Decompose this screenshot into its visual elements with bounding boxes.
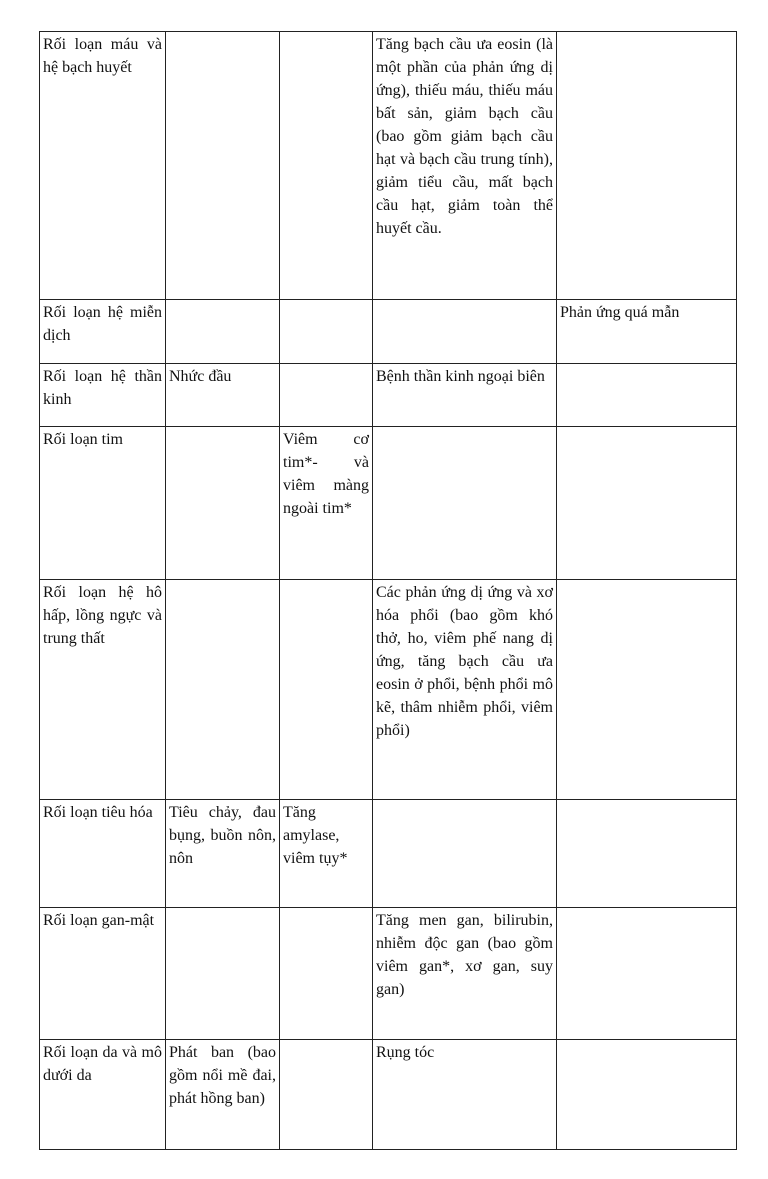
organ-class-cell: Rối loạn tim bbox=[40, 427, 166, 580]
organ-class-cell: Rối loạn tiêu hóa bbox=[40, 800, 166, 908]
table-row bbox=[40, 32, 737, 300]
table-row bbox=[40, 427, 737, 580]
table-cell bbox=[280, 908, 373, 1040]
adverse-reactions-table bbox=[39, 31, 737, 1150]
table-cell: Tăng amylase, viêm tụy* bbox=[280, 800, 373, 908]
table-cell bbox=[280, 364, 373, 427]
table-cell bbox=[557, 580, 737, 800]
organ-class-cell: Rối loạn hệ hô hấp, lồng ngực và trung thất bbox=[40, 580, 166, 800]
table-cell bbox=[557, 908, 737, 1040]
table-cell bbox=[166, 580, 280, 800]
table-cell: Nhức đầu bbox=[166, 364, 280, 427]
table-cell: Phát ban (bao gồm nổi mề đai, phát hồng ban) bbox=[166, 1040, 280, 1150]
table-cell bbox=[557, 800, 737, 908]
table-row bbox=[40, 580, 737, 800]
table-cell bbox=[280, 580, 373, 800]
table-cell bbox=[280, 300, 373, 364]
table-cell: Tăng men gan, bilirubin, nhiễm độc gan (bao gồm viêm gan*, xơ gan, suy gan) bbox=[373, 908, 557, 1040]
table-cell bbox=[557, 427, 737, 580]
table-cell: Phản ứng quá mẫn bbox=[557, 300, 737, 364]
table-cell bbox=[557, 32, 737, 300]
table-row bbox=[40, 908, 737, 1040]
organ-class-cell: Rối loạn hệ miễn dịch bbox=[40, 300, 166, 364]
table-cell bbox=[373, 800, 557, 908]
organ-class-cell: Rối loạn da và mô dưới da bbox=[40, 1040, 166, 1150]
organ-class-cell: Rối loạn gan-mật bbox=[40, 908, 166, 1040]
table-cell bbox=[557, 364, 737, 427]
table-cell bbox=[280, 1040, 373, 1150]
table-cell bbox=[557, 1040, 737, 1150]
table-cell bbox=[373, 300, 557, 364]
table-cell: Tiêu chảy, đau bụng, buồn nôn, nôn bbox=[166, 800, 280, 908]
table-cell bbox=[166, 427, 280, 580]
table-row bbox=[40, 364, 737, 427]
table-row bbox=[40, 1040, 737, 1150]
table-cell: Rụng tóc bbox=[373, 1040, 557, 1150]
table-cell bbox=[166, 908, 280, 1040]
table-cell bbox=[280, 32, 373, 300]
table-cell: Tăng bạch cầu ưa eosin (là một phần của phản ứng dị ứng), thiếu máu, thiếu máu bất sản, giảm bạch cầu (bao gồm giảm bạch cầu hạt và bạch cầu trung tính), giảm tiểu cầu, mất bạch cầu hạt, giảm toàn thể huyết cầu. bbox=[373, 32, 557, 300]
table-cell: Bệnh thần kinh ngoại biên bbox=[373, 364, 557, 427]
table-cell: Các phản ứng dị ứng và xơ hóa phổi (bao gồm khó thở, ho, viêm phế nang dị ứng, tăng bạch cầu ưa eosin ở phổi, bệnh phổi mô kẽ, thâm nhiễm phổi, viêm phổi) bbox=[373, 580, 557, 800]
organ-class-cell: Rối loạn hệ thần kinh bbox=[40, 364, 166, 427]
table-row bbox=[40, 300, 737, 364]
table-cell bbox=[166, 32, 280, 300]
table-cell bbox=[166, 300, 280, 364]
table-row bbox=[40, 800, 737, 908]
table-cell bbox=[373, 427, 557, 580]
organ-class-cell: Rối loạn máu và hệ bạch huyết bbox=[40, 32, 166, 300]
table-cell: Viêm cơ tim*- và viêm màng ngoài tim* bbox=[280, 427, 373, 580]
